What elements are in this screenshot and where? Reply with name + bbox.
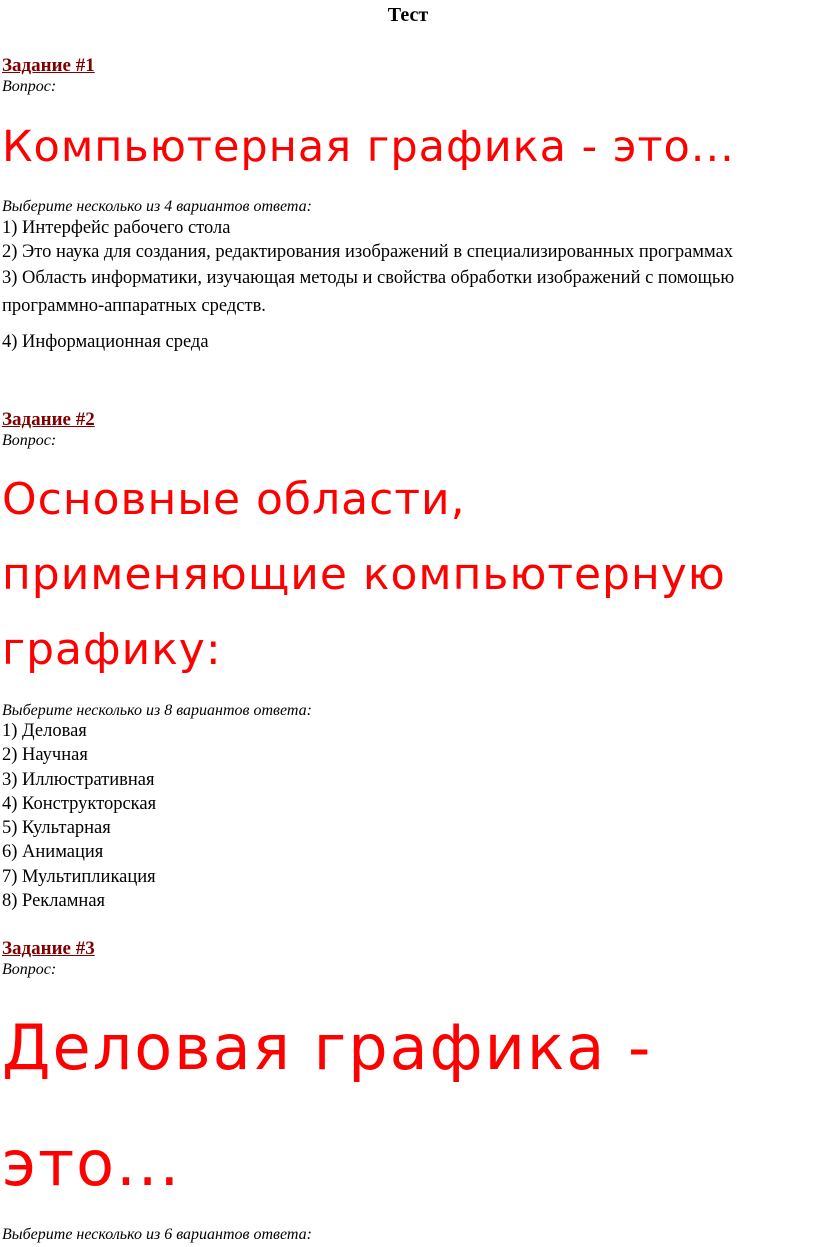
task-1-option-1[interactable]: 1) Интерфейс рабочего стола — [2, 218, 231, 238]
task-2-option-5[interactable]: 5) Культарная — [2, 818, 111, 839]
task-3-heading: Задание #3 — [2, 938, 95, 959]
task-2-options-list — [2, 719, 802, 913]
task-3-answer-hint: Выберите несколько из 6 вариантов ответа: — [2, 1226, 312, 1243]
task-2-question-label: Вопрос: — [2, 432, 57, 449]
task-1-heading: Задание #1 — [2, 55, 95, 76]
task-1-option-2[interactable]: 2) Это наука для создания, редактирования изображений в специализированных программах — [2, 242, 734, 262]
document-title: Тест — [387, 4, 429, 26]
task-2-option-3[interactable]: 3) Иллюстративная — [2, 769, 155, 790]
task-2-option-8[interactable]: 8) Рекламная — [2, 891, 106, 912]
task-2-question-text: Основные области, применяющие компьютерную графику: — [2, 474, 726, 675]
task-2-answer-hint: Выберите несколько из 8 вариантов ответа: — [2, 702, 312, 719]
task-3-question-text: Деловая графика - это... — [2, 1011, 653, 1200]
task-2-option-4[interactable]: 4) Конструкторская — [2, 793, 157, 814]
task-2-option-1[interactable]: 1) Деловая — [2, 721, 87, 741]
task-1-question-label: Вопрос: — [2, 78, 57, 95]
task-1-answer-hint: Выберите несколько из 4 вариантов ответа: — [2, 198, 312, 215]
task-1-option-4[interactable]: 4) Информационная среда — [2, 332, 209, 352]
task-1-question-text: Компьютерная графика - это... — [2, 122, 735, 172]
task-1-option-3[interactable]: 3) Область информатики, изучающая методы и свойства обработки изображений с помощью программно-аппаратных средств. — [2, 268, 735, 316]
task-2-option-6[interactable]: 6) Анимация — [2, 842, 104, 863]
task-2-option-7[interactable]: 7) Мультипликация — [2, 866, 156, 887]
task-1-options-list — [2, 216, 802, 354]
task-2-heading: Задание #2 — [2, 409, 95, 430]
task-3-question-label: Вопрос: — [2, 961, 57, 978]
task-2-option-2[interactable]: 2) Научная — [2, 745, 88, 766]
